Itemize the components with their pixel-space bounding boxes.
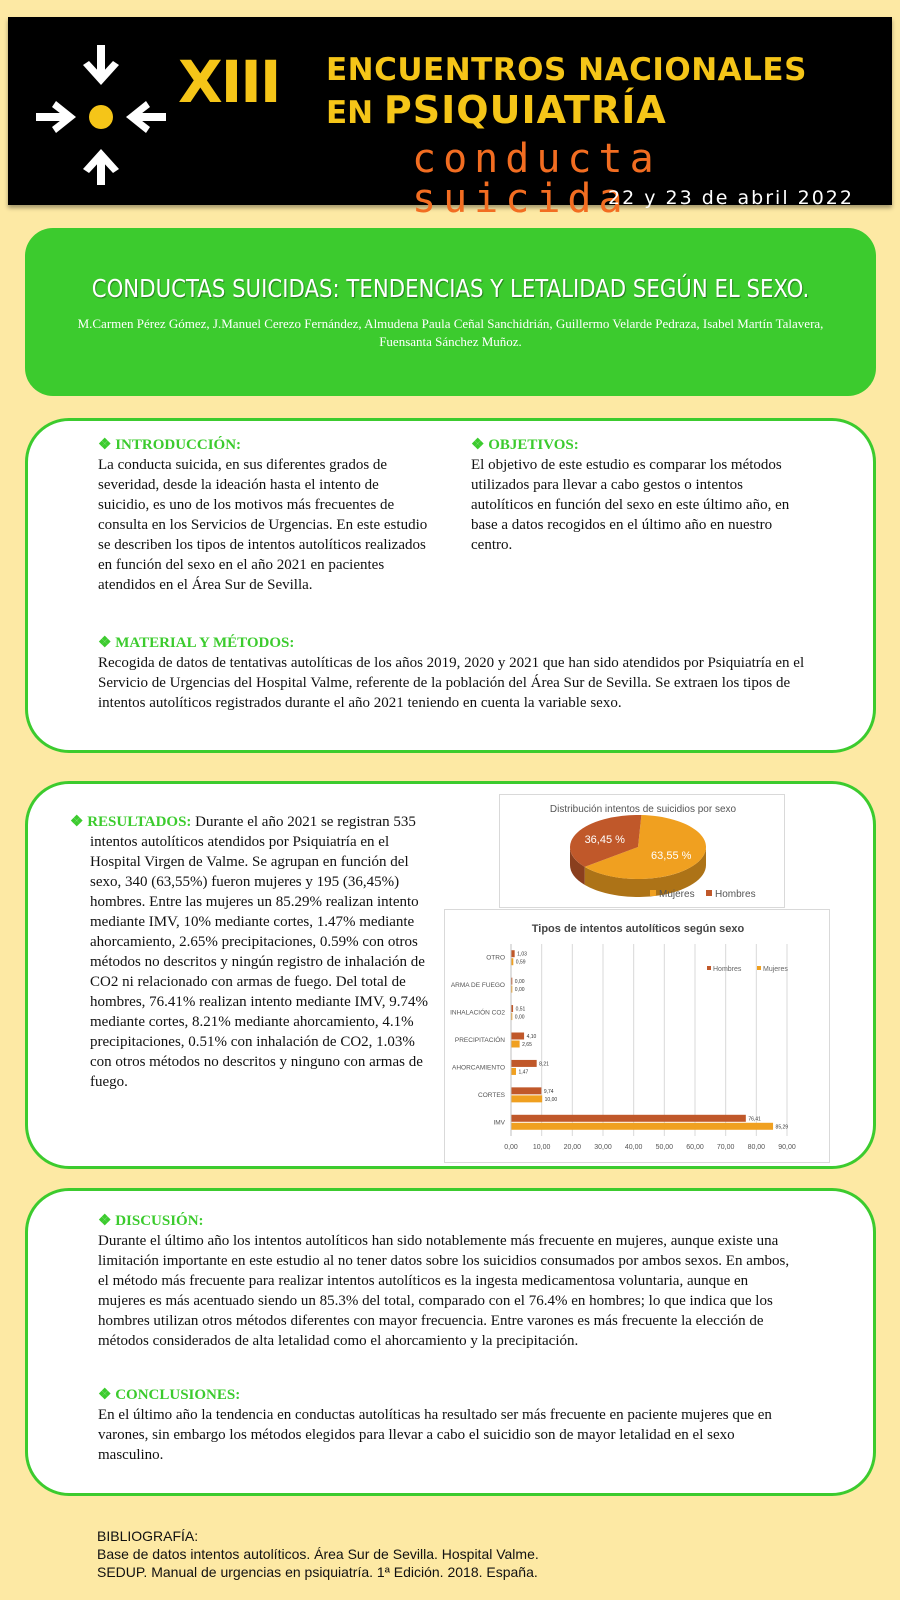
- y-tick-label: AHORCAMIENTO: [452, 1064, 505, 1072]
- x-tick-label: 30,00: [594, 1144, 612, 1151]
- x-tick-label: 40,00: [624, 1144, 643, 1151]
- bar-mujeres: [512, 1013, 513, 1020]
- bar-chart: [445, 910, 831, 1164]
- conference-dates: 22 y 23 de abril 2022: [608, 187, 854, 209]
- resultados-text: Durante el año 2021 se registran 535 intentos autolíticos atendidos por Psiquiatría en el Hospital Virgen de Valme. Se agrupan en función del sexo, 340 (63,55%) fueron mujeres y 195 (36,45%) hombres. Entre las mujeres un 85.29% realizan intento mediante IMV, 10% mediante cortes, 1.47% mediante ahorcamiento, 2.65% precipitaciones, 0.59% con otros métodos no descritos y ningún registro de inhalación de CO2 ni relacionado con armas de fuego. Del total de hombres, 76.41% realizan intento mediante IMV, 9.74% mediante cortes, 8.21% mediante ahorcamiento, 4.1% precipitaciones, 0.51% con inhalación de CO2, 1.03% con otros métodos no descritos y ninguno con armas de fuego.: [90, 814, 428, 1090]
- pie-data-label: 36,45 %: [584, 833, 625, 846]
- results-panel: [25, 781, 876, 1169]
- legend-swatch-hombres: [707, 966, 711, 970]
- conclusiones-section: [98, 1385, 798, 1465]
- title-panel: [25, 228, 876, 396]
- discusion-heading: ❖ DISCUSIÓN:: [98, 1213, 204, 1229]
- legend-swatch-mujeres: [650, 890, 656, 896]
- material-heading: ❖ MATERIAL Y MÉTODOS:: [98, 635, 295, 651]
- material-text: Recogida de datos de tentativas autolíticas de los años 2019, 2020 y 2021 que han sido atendidos por Psiquiatría en el Servicio de Urgencias del Hospital Valme, referente de la población del Área Sur de Sevilla. Se extraen los tipos de intentos autolíticos registrados durante el año 2021 teniendo en cuenta la variable sexo.: [98, 655, 805, 711]
- bar-data-label: 4,10: [526, 1034, 537, 1040]
- bullet-diamond-icon: ❖: [98, 1387, 116, 1403]
- bar-mujeres: [512, 958, 514, 965]
- bar-data-label: 0,00: [514, 979, 525, 986]
- bibliography-heading: BIBLIOGRAFÍA:: [97, 1528, 199, 1544]
- bar-data-label: 0,59: [515, 959, 526, 966]
- conference-name-psiquiatria: PSIQUIATRÍA: [383, 88, 667, 132]
- y-tick-label: CORTES: [478, 1091, 505, 1099]
- conference-name-en: EN: [326, 95, 374, 131]
- objetivos-heading: ❖ OBJETIVOS:: [471, 437, 579, 453]
- y-tick-label: ARMA DE FUEGO: [450, 982, 505, 990]
- legend-label-mujeres: Mujeres: [763, 966, 788, 973]
- pie-chart: [500, 795, 786, 909]
- conclusiones-text: En el último año la tendencia en conductas autolíticas ha resultado ser más frecuente en paciente mujeres que en varones, sin embargo los métodos elegidos para llevar a cabo el suicidio son de mayor letalidad en el sexo masculino.: [98, 1407, 772, 1463]
- bar-chart-frame: [444, 909, 830, 1163]
- x-tick-label: 80,00: [747, 1144, 766, 1151]
- legend-swatch-mujeres: [757, 966, 761, 970]
- y-tick-label: OTRO: [486, 954, 505, 962]
- bar-data-label: 0,00: [514, 987, 525, 994]
- bar-mujeres: [512, 1068, 517, 1075]
- material-section: [98, 633, 808, 713]
- conference-name-line1: ENCUENTROS NACIONALES: [326, 52, 807, 88]
- bibliography-item: SEDUP. Manual de urgencias en psiquiatría. 1ª Edición. 2018. España.: [97, 1564, 538, 1580]
- arrows-logo-icon: [36, 45, 166, 185]
- bar-hombres: [512, 1087, 542, 1094]
- bar-hombres: [512, 1060, 537, 1067]
- bar-data-label: 0,00: [514, 1014, 525, 1021]
- bullet-diamond-icon: ❖: [70, 814, 88, 830]
- intro-panel: [25, 418, 876, 753]
- legend-label-hombres: Hombres: [713, 966, 742, 973]
- discusion-text: Durante el último año los intentos autolíticos han sido notablemente más frecuente en mujeres, aunque existe una limitación importante en este estudio al no tener datos sobre los suicidios consumados por ambos sexos. En ambos, el método más frecuente para realizar intentos autolíticos es la ingesta medicamentosa voluntaria, aunque en mujeres es más acentuado siendo un 85.3% del total, comparado con el 76.4% en hombres; lo que indica que los hombres utilizan otros métodos diferentes con mayor frecuencia. Entre varones es más frecuente la elección de métodos considerados de alta letalidad como el ahorcamiento y la precipitación.: [98, 1233, 790, 1349]
- x-tick-label: 60,00: [686, 1144, 704, 1151]
- poster-title: CONDUCTAS SUICIDAS: TENDENCIAS Y LETALIDAD SEGÚN EL SEXO.: [91, 274, 810, 303]
- bar-mujeres: [512, 1041, 520, 1048]
- bullet-diamond-icon: ❖: [471, 437, 489, 453]
- bar-data-label: 9,74: [543, 1088, 554, 1095]
- y-tick-label: PRECIPITACIÓN: [454, 1037, 505, 1044]
- bar-data-label: 76,41: [748, 1116, 761, 1123]
- bibliography: [97, 1527, 539, 1581]
- x-tick-label: 0,00: [504, 1144, 518, 1151]
- y-tick-label: IMV: [493, 1119, 505, 1127]
- bar-mujeres: [512, 986, 513, 993]
- x-tick-label: 70,00: [716, 1144, 735, 1151]
- x-tick-label: 20,00: [563, 1144, 582, 1151]
- bullet-diamond-icon: ❖: [98, 437, 116, 453]
- bullet-diamond-icon: ❖: [98, 1213, 116, 1229]
- bar-data-label: 8,21: [539, 1061, 549, 1068]
- legend-swatch-hombres: [706, 890, 712, 896]
- resultados-paragraph: [70, 812, 428, 1092]
- discussion-panel: [25, 1188, 876, 1496]
- bar-hombres: [512, 978, 513, 985]
- bar-data-label: 2,65: [522, 1042, 532, 1048]
- bar-hombres: [512, 1033, 525, 1040]
- bibliography-item: Base de datos intentos autolíticos. Área Sur de Sevilla. Hospital Valme.: [97, 1546, 539, 1562]
- conference-name-line2: [326, 88, 667, 132]
- pie-chart-title: Distribución intentos de suicidios por sexo: [549, 804, 737, 815]
- bar-hombres: [512, 950, 515, 957]
- authors: M.Carmen Pérez Gómez, J.Manuel Cerezo Fernández, Almudena Paula Ceñal Sanchidrián, Guillermo Velarde Pedraza, Isabel Martín Talavera, Fuensanta Sánchez Muñoz.: [77, 316, 824, 349]
- x-tick-label: 50,00: [655, 1144, 674, 1151]
- resultados-section: [70, 812, 428, 1092]
- y-tick-label: INHALACIÓN CO2: [450, 1009, 505, 1017]
- x-tick-label: 90,00: [778, 1144, 796, 1151]
- pie-chart-frame: [499, 794, 785, 908]
- bar-data-label: 0,51: [515, 1006, 526, 1013]
- bullet-diamond-icon: ❖: [98, 635, 116, 651]
- bar-mujeres: [512, 1123, 774, 1130]
- x-tick-label: 10,00: [532, 1144, 551, 1151]
- bar-mujeres: [512, 1095, 543, 1102]
- conclusiones-heading: ❖ CONCLUSIONES:: [98, 1387, 241, 1403]
- resultados-heading: RESULTADOS:: [87, 814, 192, 830]
- bar-chart-title: Tipos de intentos autolíticos según sexo: [531, 923, 745, 935]
- bar-data-label: 1,47: [518, 1069, 529, 1076]
- legend-label-hombres: Hombres: [715, 889, 756, 900]
- objetivos-section: [471, 435, 806, 555]
- introduccion-text: La conducta suicida, en sus diferentes grados de severidad, desde la ideación hasta el intento de suicidio, es uno de los motivos más frecuentes de consulta en los Servicios de Urgencias. En este estudio se describen los tipos de intentos autolíticos realizados en función del sexo en el año 2021 en pacientes atendidos en el Área Sur de Sevilla.: [98, 457, 428, 593]
- bar-data-label: 1,03: [517, 951, 527, 958]
- bar-hombres: [512, 1005, 514, 1012]
- discusion-section: [98, 1211, 798, 1351]
- introduccion-heading: ❖ INTRODUCCIÓN:: [98, 437, 242, 453]
- legend-label-mujeres: Mujeres: [659, 889, 695, 900]
- objetivos-text: El objetivo de este estudio es comparar los métodos utilizados para llevar a cabo gestos o intentos autolíticos en función del sexo en este último año, en base a datos recogidos en el último año en nuestro centro.: [471, 457, 790, 553]
- pie-data-label: 63,55 %: [651, 850, 692, 863]
- conference-topic: conducta suicida: [412, 136, 661, 222]
- bar-data-label: 85,29: [775, 1124, 789, 1131]
- conference-banner: [8, 17, 892, 222]
- edition-number: XIII: [178, 48, 280, 116]
- bar-hombres: [512, 1115, 746, 1122]
- bar-data-label: 10,00: [544, 1096, 558, 1103]
- introduccion-section: [98, 435, 433, 595]
